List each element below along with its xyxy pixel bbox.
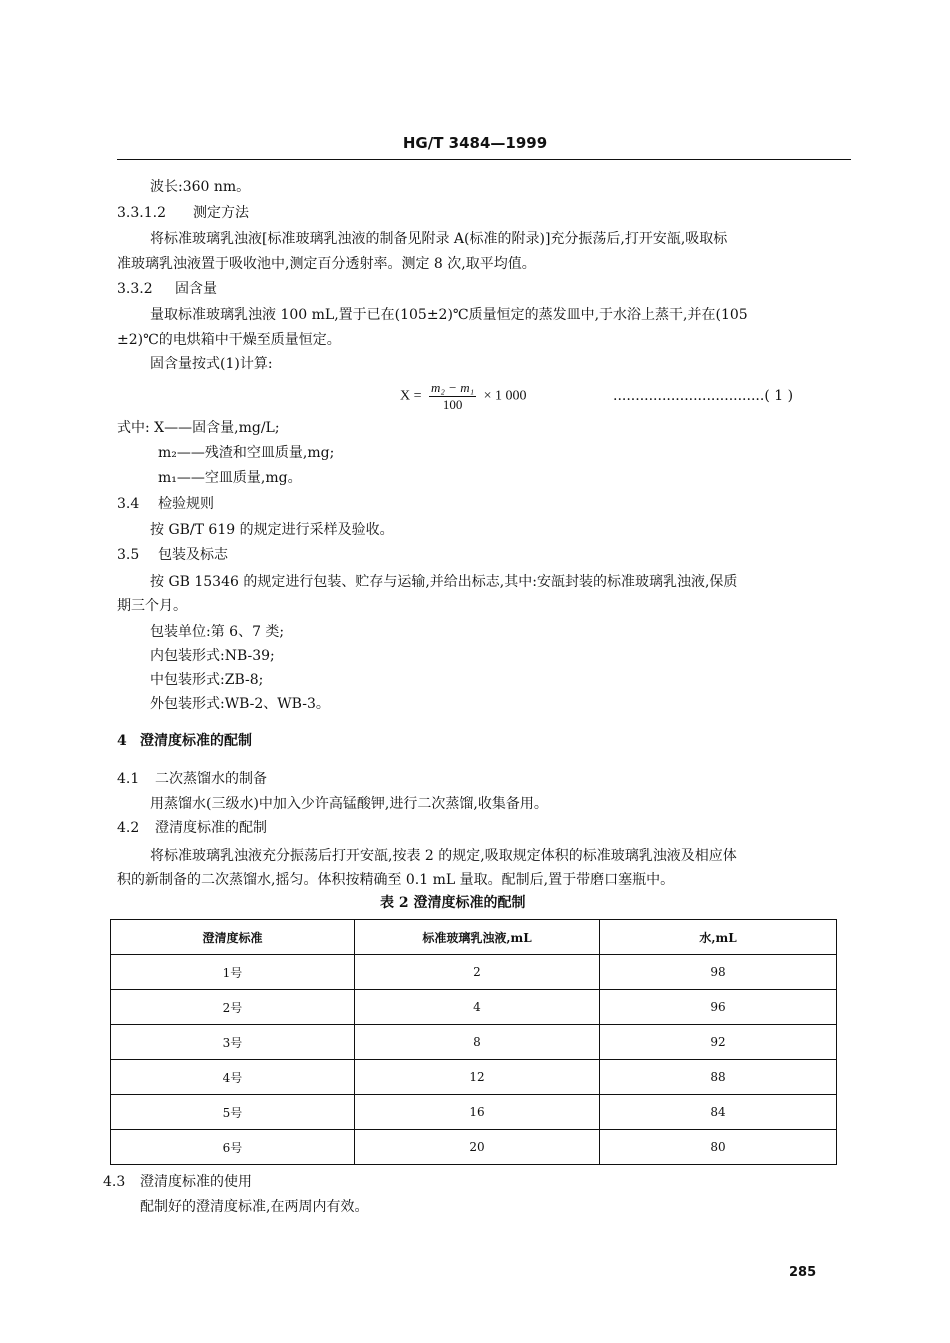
table-cell: 84: [600, 1095, 837, 1130]
table-cell: 5号: [111, 1095, 355, 1130]
table-cell: 2号: [111, 990, 355, 1025]
formula-leader-dots: ..................................( 1 ): [613, 388, 794, 404]
section-3-4-number: 3.4: [117, 496, 140, 512]
paragraph-line: 配制好的澄清度标准,在两周内有效。: [140, 1199, 369, 1215]
where-m1: m₁——空皿质量,mg。: [158, 470, 302, 486]
section-4-number: 4: [117, 733, 127, 749]
table-cell: 80: [600, 1130, 837, 1165]
section-3-5-title: 包装及标志: [158, 547, 228, 563]
header-rule: [117, 159, 851, 160]
where-m2: m₂——残渣和空皿质量,mg;: [158, 445, 335, 461]
paragraph-line: 按 GB/T 619 的规定进行采样及验收。: [150, 522, 394, 538]
paragraph-line: 将标准玻璃乳浊液[标准玻璃乳浊液的制备见附录 A(标准的附录)]充分振荡后,打开安瓿,吸取标: [150, 231, 728, 247]
table-cell: 8: [355, 1025, 600, 1060]
formula-numerator: m₂ − m₁: [431, 380, 475, 395]
section-3-3-2-title: 固含量: [175, 281, 217, 297]
section-3-3-1-2-number: 3.3.1.2: [117, 205, 166, 221]
section-3-3-1-2-title: 测定方法: [193, 205, 249, 221]
table-row: [111, 1095, 837, 1130]
table-cell: 88: [600, 1060, 837, 1095]
packaging-unit: 包装单位:第 6、7 类;: [150, 624, 285, 640]
table-row: [111, 955, 837, 990]
section-3-5-number: 3.5: [117, 547, 140, 563]
formula-rhs: × 1 000: [483, 388, 527, 404]
table-row: [111, 1060, 837, 1095]
paragraph-line: 准玻璃乳浊液置于吸收池中,测定百分透射率。测定 8 次,取平均值。: [117, 256, 536, 272]
formula-lhs: X =: [400, 388, 422, 404]
section-4-3-number: 4.3: [103, 1174, 126, 1190]
table-cell: 4号: [111, 1060, 355, 1095]
section-4-1-title: 二次蒸馏水的制备: [155, 771, 267, 787]
inner-packaging: 内包装形式:NB-39;: [150, 648, 275, 664]
paragraph-line: 量取标准玻璃乳浊液 100 mL,置于已在(105±2)℃质量恒定的蒸发皿中,于水浴上蒸干,并在(105: [150, 307, 748, 323]
table-cell: 20: [355, 1130, 600, 1165]
table-row: [111, 1025, 837, 1060]
page-number: 285: [789, 1265, 817, 1280]
table-caption: 表 2 澄清度标准的配制: [380, 895, 526, 911]
table-cell: 3号: [111, 1025, 355, 1060]
table-row: [111, 990, 837, 1025]
table-cell: 4: [355, 990, 600, 1025]
section-3-4-title: 检验规则: [158, 496, 214, 512]
middle-packaging: 中包装形式:ZB-8;: [150, 672, 264, 688]
where-x: 式中: X——固含量,mg/L;: [117, 420, 280, 436]
paragraph-line: ±2)℃的电烘箱中干燥至质量恒定。: [117, 332, 341, 348]
equation-number: ( 1 ): [764, 388, 794, 404]
column-header: 水,mL: [600, 920, 837, 955]
paragraph-line: 积的新制备的二次蒸馏水,摇匀。体积按精确至 0.1 mL 量取。配制后,置于带磨口塞瓶中。: [117, 872, 675, 888]
table-cell: 92: [600, 1025, 837, 1060]
section-3-3-2-number: 3.3.2: [117, 281, 153, 297]
table-cell: 2: [355, 955, 600, 990]
column-header: 标准玻璃乳浊液,mL: [355, 920, 600, 955]
paragraph-line: 按 GB 15346 的规定进行包装、贮存与运输,并给出标志,其中:安瓿封装的标准玻璃乳浊液,保质: [150, 574, 738, 590]
formula-1: [400, 380, 527, 413]
table-cell: 98: [600, 955, 837, 990]
section-4-2-number: 4.2: [117, 820, 140, 836]
clarity-standard-table: [110, 919, 837, 1165]
paragraph-line: 将标准玻璃乳浊液充分振荡后打开安瓿,按表 2 的规定,吸取规定体积的标准玻璃乳浊液及相应体: [150, 848, 737, 864]
outer-packaging: 外包装形式:WB-2、WB-3。: [150, 696, 330, 712]
column-header: 澄清度标准: [111, 920, 355, 955]
table-cell: 96: [600, 990, 837, 1025]
table-cell: 16: [355, 1095, 600, 1130]
table-cell: 12: [355, 1060, 600, 1095]
table-row: [111, 1130, 837, 1165]
formula-fraction: [429, 380, 476, 413]
section-4-title: 澄清度标准的配制: [140, 733, 252, 749]
document-code-header: HG/T 3484—1999: [402, 134, 548, 152]
section-4-2-title: 澄清度标准的配制: [155, 820, 267, 836]
paragraph-line: 固含量按式(1)计算:: [150, 356, 273, 372]
section-4-1-number: 4.1: [117, 771, 140, 787]
section-4-3-title: 澄清度标准的使用: [140, 1174, 252, 1190]
table-cell: 1号: [111, 955, 355, 990]
formula-denominator: 100: [442, 397, 463, 412]
table-cell: 6号: [111, 1130, 355, 1165]
table-header-row: [111, 920, 837, 955]
paragraph-line: 期三个月。: [117, 598, 187, 614]
wavelength-line: 波长:360 nm。: [150, 179, 251, 195]
paragraph-line: 用蒸馏水(三级水)中加入少许高锰酸钾,进行二次蒸馏,收集备用。: [150, 796, 548, 812]
